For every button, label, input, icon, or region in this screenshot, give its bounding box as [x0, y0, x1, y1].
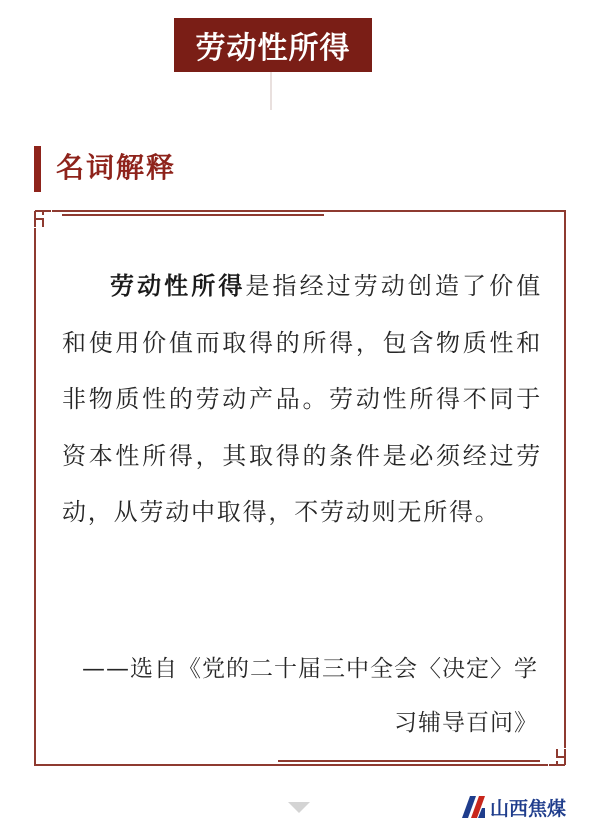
- logo-mark-icon: [460, 794, 486, 820]
- section-heading: 名词解释: [56, 151, 177, 184]
- chevron-down-icon: [288, 802, 310, 813]
- frame-inner-line-bottom: [278, 760, 540, 762]
- source-citation: ——选自《党的二十届三中全会〈决定〉学习辅导百问》: [82, 656, 538, 736]
- frame-inner-line-top: [62, 214, 324, 216]
- corner-ornament-icon: [34, 210, 52, 228]
- definition-paragraph: [62, 258, 542, 541]
- page-title: 劳动性所得: [174, 18, 372, 72]
- definition-term: 劳动性所得: [110, 272, 246, 300]
- section-accent-bar: [34, 146, 41, 192]
- definition-text: 是指经过劳动创造了价值和使用价值而取得的所得，包含物质性和非物质性的劳动产品。劳动性所得不同于资本性所得，其取得的条件是必须经过劳动，从劳动中取得，不劳动则无所得。: [62, 272, 542, 526]
- title-connector-line: [270, 72, 272, 110]
- logo-text: 山西焦煤: [490, 797, 567, 820]
- corner-ornament-icon: [548, 748, 566, 766]
- brand-logo: [460, 792, 566, 822]
